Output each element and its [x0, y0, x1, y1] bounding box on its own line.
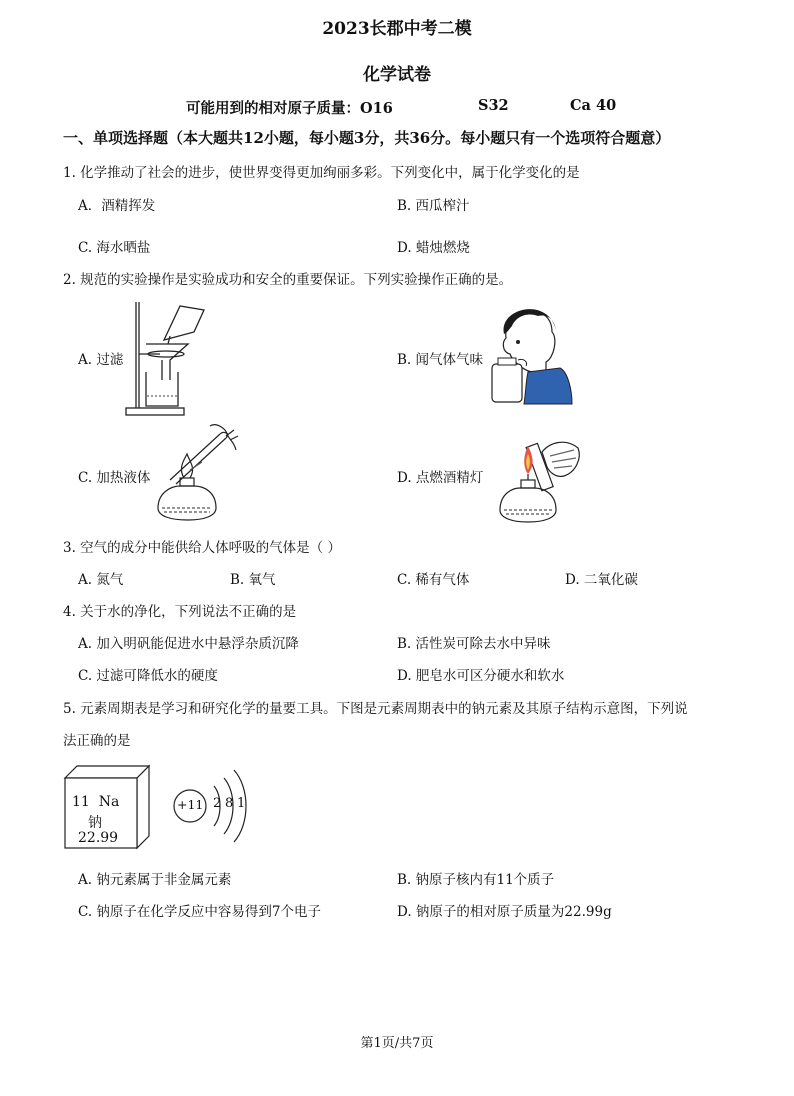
page-footer: 第1页/共7页	[360, 1036, 434, 1051]
q1-option-d: D. 蜡烛燃烧	[397, 240, 470, 256]
atom-shell-2: 8	[225, 796, 234, 811]
q4-option-d: D. 肥皂水可区分硬水和软水	[397, 668, 565, 684]
question-2-stem: 2. 规范的实验操作是实验成功和安全的重要保证。下列实验操作正确的是。	[63, 272, 513, 288]
q3-option-d: D. 二氧化碳	[565, 572, 638, 588]
atomic-mass-o: O16	[360, 100, 393, 117]
exam-title: 2023长郡中考二模	[322, 19, 472, 39]
heating-liquid-icon	[150, 420, 242, 524]
question-1-stem: 1. 化学推动了社会的进步，使世界变得更加绚丽多彩。下列变化中，属于化学变化的是	[63, 165, 580, 181]
q2-option-a: A. 过滤	[78, 352, 124, 368]
exam-subtitle: 化学试卷	[363, 65, 431, 85]
atom-shell-3: 1	[237, 796, 246, 811]
q3-option-c: C. 稀有气体	[397, 572, 470, 588]
q1-option-b: B. 西瓜榨汁	[397, 198, 470, 214]
atomic-mass-label: 可能用到的相对原子质量：	[186, 100, 360, 117]
atomic-mass-line	[186, 97, 617, 118]
q3-option-a: A. 氮气	[78, 572, 124, 588]
element-number: 11	[72, 794, 90, 810]
element-number-symbol	[72, 794, 119, 810]
question-5-stem-line1: 5. 元素周期表是学习和研究化学的量要工具。下图是元素周期表中的钠元素及其原子结构示意图，下列说	[63, 701, 688, 717]
atomic-mass-s: S32	[478, 97, 509, 114]
filtration-apparatus-icon	[120, 296, 210, 420]
smelling-gas-icon	[488, 300, 572, 404]
q2-option-b: B. 闻气体气味	[397, 352, 484, 368]
question-3-stem: 3. 空气的成分中能供给人体呼吸的气体是（ ）	[63, 540, 341, 556]
q1-option-c: C. 海水晒盐	[78, 240, 151, 256]
q3-option-b: B. 氧气	[230, 572, 276, 588]
atomic-mass-ca: Ca 40	[570, 97, 617, 114]
q5-option-d: D. 钠原子的相对原子质量为22.99g	[397, 904, 612, 920]
q5-option-b: B. 钠原子核内有11个质子	[397, 872, 555, 888]
q2-option-c: C. 加热液体	[78, 470, 151, 486]
atom-nucleus: +11	[177, 797, 204, 812]
atom-shell-1: 2	[213, 796, 222, 811]
q4-option-b: B. 活性炭可除去水中异味	[397, 636, 551, 652]
element-name: 钠	[88, 815, 102, 831]
element-symbol: Na	[98, 794, 120, 810]
q4-option-a: A. 加入明矾能促进水中悬浮杂质沉降	[78, 636, 299, 652]
question-4-stem: 4. 关于水的净化，下列说法不正确的是	[63, 604, 297, 620]
q5-option-c: C. 钠原子在化学反应中容易得到7个电子	[78, 904, 322, 920]
q4-option-c: C. 过滤可降低水的硬度	[78, 668, 218, 684]
q5-option-a: A. 钠元素属于非金属元素	[78, 872, 232, 888]
element-mass: 22.99	[78, 830, 119, 846]
question-5-stem-line2: 法正确的是	[63, 733, 131, 749]
section-heading: 一、单项选择题（本大题共12小题，每小题3分，共36分。每小题只有一个选项符合题意）	[63, 129, 671, 147]
lighting-alcohol-lamp-icon	[490, 428, 586, 524]
q1-option-a: A．酒精挥发	[78, 198, 156, 214]
q2-option-d: D. 点燃酒精灯	[397, 470, 484, 486]
